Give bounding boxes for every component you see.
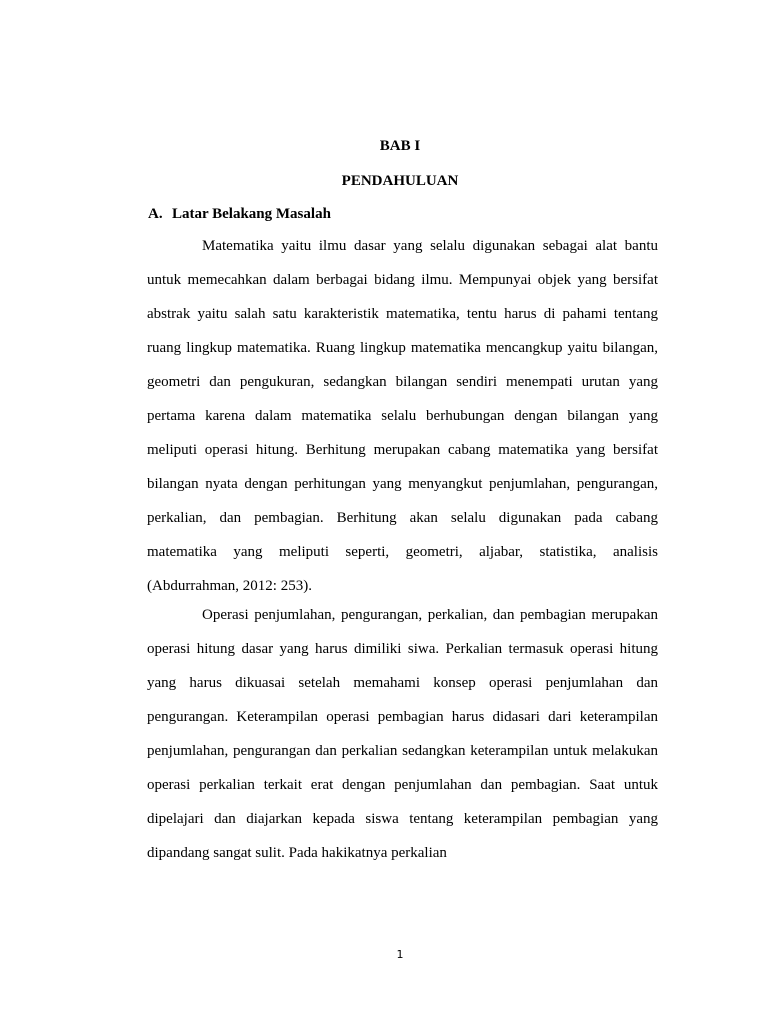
chapter-title: PENDAHULUAN — [341, 173, 459, 189]
section-heading — [148, 204, 331, 224]
section-title: Latar Belakang Masalah — [172, 206, 331, 222]
section-marker: A. — [148, 206, 163, 222]
chapter-number: BAB I — [379, 138, 421, 154]
paragraph-2: Operasi penjumlahan, pengurangan, perkalian, dan pembagian merupakan operasi hitung dasar yang harus dimiliki siwa. Perkalian termasuk operasi hitung yang harus dikuasai setelah memahami konsep operasi penjumlahan dan pengurangan. Keterampilan operasi pembagian harus didasari dari keterampilan penjumlahan, pengurangan dan perkalian sedangkan keterampilan untuk melakukan operasi perkalian terkait erat dengan penjumlahan dan pembagian. Saat untuk dipelajari dan diajarkan kepada siswa tentang keterampilan pembagian yang dipandang sangat sulit. Pada hakikatnya perkalian — [147, 607, 658, 861]
paragraph-1: Matematika yaitu ilmu dasar yang selalu digunakan sebagai alat bantu untuk memecahkan dalam berbagai bidang ilmu. Mempunyai objek yang bersifat abstrak yaitu salah satu karakteristik matematika, tentu harus di pahami tentang ruang lingkup matematika. Ruang lingkup matematika mencangkup yaitu bilangan, geometri dan pengukuran, sedangkan bilangan sendiri menempati urutan yang pertama karena dalam matematika selalu berhubungan dengan bilangan yang meliputi operasi hitung. Berhitung merupakan cabang matematika yang bersifat bilangan nyata dengan perhitungan yang menyangkut penjumlahan, pengurangan, perkalian, dan pembagian. Berhitung akan selalu digunakan pada cabang matematika yang meliputi seperti, geometri, aljabar, statistika, analisis (Abdurrahman, 2012: 253). — [147, 238, 658, 594]
page-number: 1 — [396, 948, 404, 961]
